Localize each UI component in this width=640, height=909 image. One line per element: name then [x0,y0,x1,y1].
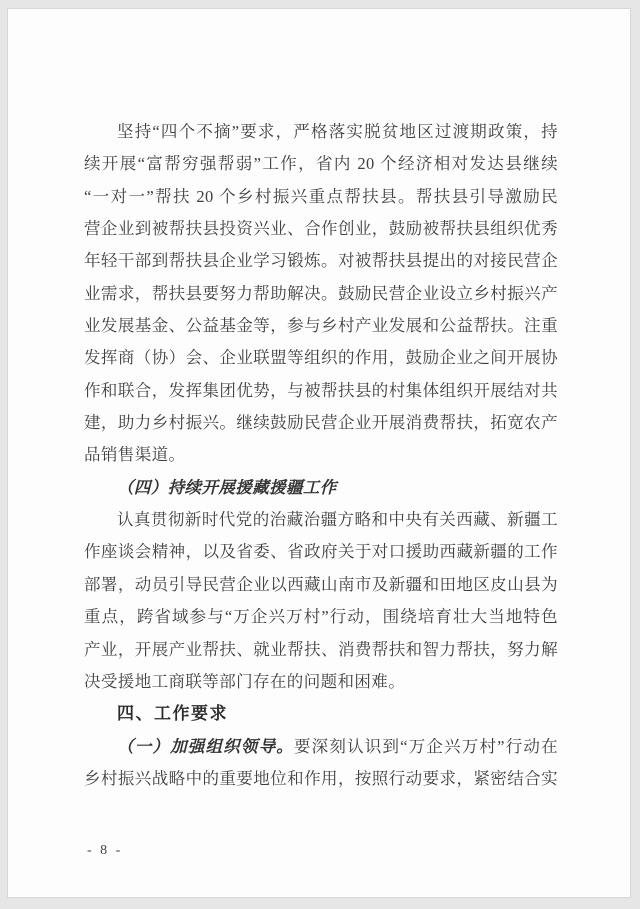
document-text [84,116,558,795]
text-line: 作和联合，发挥集团优势，与被帮扶县的村集体组织开展结对共 [84,380,558,400]
text-line: 年轻干部到帮扶县企业学习锻炼。对被帮扶县提出的对接民营企 [84,251,558,271]
section-heading-work-requirements: 四、工作要求 [117,704,228,724]
text-line [84,731,558,763]
text-line: 决受援地工商联等部门存在的问题和困难。 [84,671,406,691]
text-line: 重点，跨省域参与“万企兴万村”行动，围绕培育壮大当地特色 [84,607,558,627]
text-line: “一对一”帮扶 20 个乡村振兴重点帮扶县。帮扶县引导激励民 [84,186,558,206]
text-line: 坚持“四个不摘”要求，严格落实脱贫地区过渡期政策，持 [117,122,558,141]
text-run: 要深刻认识到“万企兴万村”行动在 [293,736,559,756]
text-line: 业发展基金、公益基金等，参与乡村产业发展和公益帮扶。注重 [84,316,558,336]
document-page [7,8,631,898]
text-line: 续开展“富帮穷强帮弱”工作，省内 20 个经济相对发达县继续 [84,154,558,174]
subheading-strengthen-leadership: （一）加强组织领导。 [117,736,294,756]
text-line: 作座谈会精神，以及省委、省政府关于对口援助西藏新疆的工作 [84,542,558,562]
section-heading-aid-tibet-xinjiang: （四）持续开展援藏援疆工作 [117,477,337,497]
text-line: 建，助力乡村振兴。继续鼓励民营企业开展消费帮扶，拓宽农产 [84,413,558,433]
text-line: 营企业到被帮扶县投资兴业、合作创业，鼓励被帮扶县组织优秀 [84,219,558,239]
page-number: - 8 - [87,843,123,858]
text-line: 业需求，帮扶县要努力帮助解决。鼓励民营企业设立乡村振兴产 [84,283,558,303]
text-line: 部署，动员引导民营企业以西藏山南市及新疆和田地区皮山县为 [84,574,558,594]
text-line: 产业，开展产业帮扶、就业帮扶、消费帮扶和智力帮扶，努力解 [84,639,558,659]
text-line: 发挥商（协）会、企业联盟等组织的作用，鼓励企业之间开展协 [84,348,558,368]
text-line: 品销售渠道。 [84,445,186,465]
text-line: 认真贯彻新时代党的治藏治疆方略和中央有关西藏、新疆工 [117,510,558,530]
text-line: 乡村振兴战略中的重要地位和作用，按照行动要求，紧密结合实 [84,768,558,788]
